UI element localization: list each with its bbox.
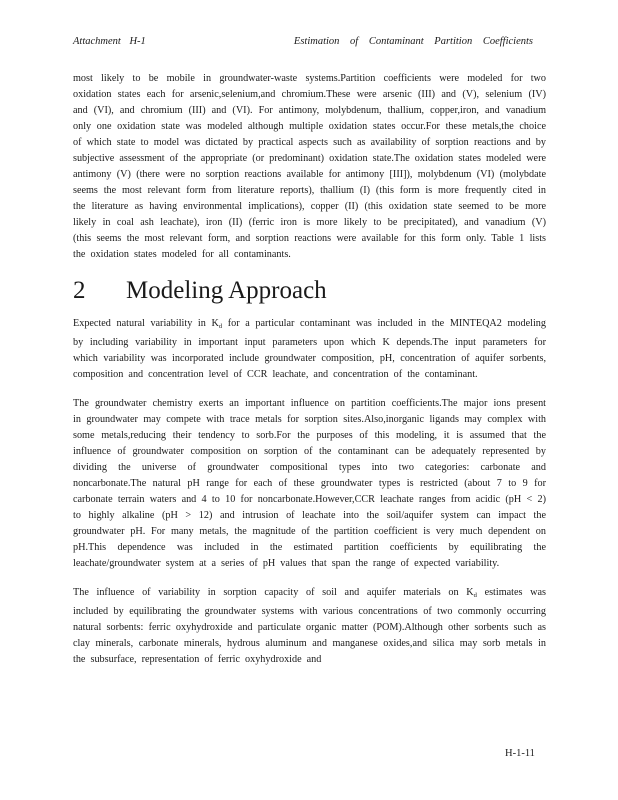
- section-number: 2: [73, 277, 86, 304]
- paragraph-oxidation-states: most likely to be mobile in groundwater-waste systems.Partition coefficients were modeled for two oxidation states each for arsenic,selenium,and chromium.These were arsenic (III) and (V), selenium (IV) and (VI), and chromium (III) and (VI). For antimony, molybdenum, thallium, copper,iron, and vanadium only one oxidation state was modeled although multiple oxidation states occur.For these metals,the choice of which state to model was dictated by practical aspects such as availability of sorption reactions and by subjective assessment of the appropriate (or predominant) oxidation state.The oxidation states modeled were antimony (V) (there were no sorption reactions available for antimony [III]), molybdenum (VI) (molybdate seems the most relevant form from literature reports), thallium (I) (this form is more frequently cited in the literature as having environmental implications), copper (II) (this oxidation state seemed to be more likely in coal ash leachate), iron (II) (ferric iron is more likely to be precipitated), and vanadium (V) (this seems the most relevant form, and sorption reactions were available for this form only. Table 1 lists the oxidation states modeled for all contaminants.: [73, 73, 546, 260]
- paragraph-natural-variability: [73, 316, 546, 383]
- header-document-title: Estimation of Contaminant Partition Coefficients: [293, 36, 533, 47]
- paragraph-text: estimates was included by equilibrating the groundwater systems with various concentrations of two commonly occurring natural sorbents: ferric oxyhydroxide and particulate organic matter (POM).Although other sorbents such as clay minerals, carbonate minerals, hydrous aluminum and manganese oxides,and silica may sorb metals in the subsurface, representation of ferric oxyhydroxide and: [73, 587, 546, 665]
- document-body: [73, 71, 546, 681]
- page-number: H-1-11: [505, 748, 535, 759]
- paragraph-text: Expected natural variability in K: [73, 318, 219, 329]
- section-heading: [73, 276, 546, 306]
- header-attachment-label: Attachment H-1: [73, 36, 146, 47]
- paragraph-groundwater-chemistry: The groundwater chemistry exerts an important influence on partition coefficients.The major ions present in groundwater may compete with trace metals for sorption sites.Also,inorganic ligands may complex with some metals,reducing their tendency to sorb.For the purposes of this modeling, it is assumed that the influence of groundwater composition on sorption of the contaminant can be adequately represented by dividing the universe of groundwater compositional types into two categories: carbonate and noncarbonate.The natural pH range for each of these groundwater types is restricted (about 7 to 9 for carbonate terrain waters and 4 to 10 for noncarbonate.However,CCR leachate ranges from acidic (pH < 2) to highly alkaline (pH > 12) and intrusion of leachate into the soil/aquifer system can impact the groundwater pH. For many metals, the magnitude of the partition coefficient is very much dependent on pH.This dependence was included in the estimated partition coefficients by equilibrating the leachate/groundwater system at a series of pH values that span the range of expected variability.: [73, 398, 546, 569]
- section-title: Modeling Approach: [126, 277, 327, 304]
- paragraph-text: for a particular contaminant was included in the MINTEQA2 modeling by including variability in important input parameters upon which K depends.The input parameters for which variability was incorporated include groundwater composition, pH, concentration of aquifer sorbents, composition and concentration level of CCR leachate, and concentration of the contaminant.: [73, 318, 546, 380]
- paragraph-sorption-capacity: [73, 585, 546, 668]
- subscript-d: d: [218, 323, 223, 330]
- paragraph-text: The influence of variability in sorption capacity of soil and aquifer materials on K: [73, 587, 474, 598]
- running-header: [73, 36, 533, 52]
- subscript-d: d: [473, 592, 477, 599]
